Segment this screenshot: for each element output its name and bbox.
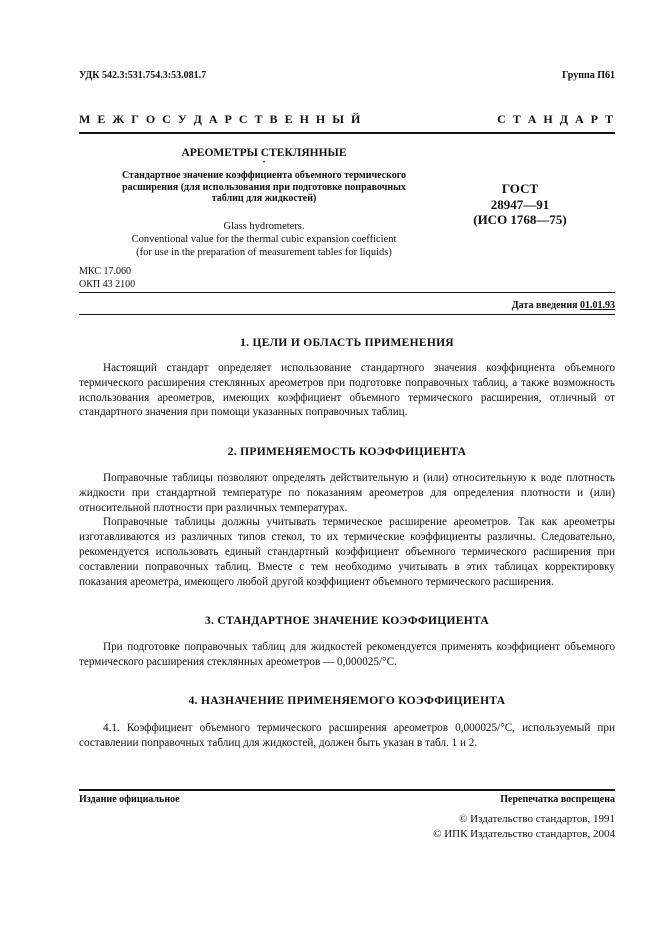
paragraph: Поправочные таблицы должны учитывать термическое расширение ареометров. Так как ареометры изготавливаются из различных типов стекол, то их термические коэффициенты различны. Следовательно, рекомендуется использовать единый стандартный коэффициент объемного термического расширения при составлении поправочных таблиц. Вместе с тем необходимо учитывать в этих таблицах корректировку показания ареометра, имеющего любой другой коэффициент объемного термического расширения. — [79, 516, 615, 588]
paragraph: При подготовке поправочных таблиц для жидкостей рекомендуется применять коэффициент объемного термического расширения стеклянных ареометров — 0,000025/°С. — [79, 641, 615, 668]
section-4-title: 4. НАЗНАЧЕНИЕ ПРИМЕНЯЕМОГО КОЭФФИЦИЕНТА — [188, 695, 506, 707]
english-line: (for use in the preparation of measurement tables for liquids) — [136, 247, 392, 258]
reprint-prohibited: Перепечатка воспрещена — [500, 794, 615, 805]
footer-rule — [79, 789, 615, 791]
russian-subtitle — [79, 170, 449, 205]
copyright-line: © ИПК Издательство стандартов, 2004 — [433, 828, 615, 840]
section-2-body — [79, 471, 615, 589]
banner-rule — [79, 132, 615, 134]
paragraph: 4.1. Коэффициент объемного термического расширения ареометров 0,000025/°С, используемый при составлении поправочных таблиц для жидкостей, должен быть указан в табл. 1 и 2. — [79, 722, 615, 749]
official-edition: Издание официальное — [79, 794, 180, 805]
copyright-block — [433, 812, 615, 842]
section-3-body — [79, 640, 615, 670]
udk-code: УДК 542.3:531.754.3:53.081.7 — [79, 70, 207, 81]
intro-date-label: Дата введения — [511, 300, 578, 311]
section-1-title: 1. ЦЕЛИ И ОБЛАСТЬ ПРИМЕНЕНИЯ — [240, 337, 454, 349]
copyright-line: © Издательство стандартов, 1991 — [459, 813, 615, 825]
banner-left: М Е Ж Г О С У Д А Р С Т В Е Н Н Ы Й — [79, 112, 363, 126]
codes-rule — [79, 292, 615, 293]
intro-date-value: 01.01.93 — [580, 300, 615, 311]
document-title: АРЕОМЕТРЫ СТЕКЛЯННЫЕ — [181, 147, 347, 159]
subtitle-line: таблиц для жидкостей) — [211, 193, 317, 205]
english-line: Glass hydrometers. — [223, 221, 305, 232]
date-rule — [79, 314, 615, 315]
introduction-date — [512, 300, 615, 311]
english-title — [79, 220, 449, 259]
subtitle-line: расширения (для использования при подготовке поправочных — [122, 181, 406, 193]
gost-label: ГОСТ — [501, 181, 539, 196]
classification-codes — [79, 266, 135, 291]
paragraph: Поправочные таблицы позволяют определять действительную и (или) относительную к воде плотность жидкости при стандартной температуре по показаниям ареометров для определения плотности и (или) относительной плотности при различных температурах. — [79, 472, 615, 514]
section-2-title: 2. ПРИМЕНЯЕМОСТЬ КОЭФФИЦИЕНТА — [227, 446, 467, 458]
title-dot: · — [262, 157, 266, 168]
section-3-title: 3. СТАНДАРТНОЕ ЗНАЧЕНИЕ КОЭФФИЦИЕНТА — [204, 615, 490, 627]
okp-code: ОКП 43 2100 — [79, 278, 136, 290]
gost-number: 28947—91 — [490, 196, 550, 212]
gost-designation — [455, 181, 585, 228]
banner-right: С Т А Н Д А Р Т — [497, 112, 615, 126]
paragraph: Настоящий стандарт определяет использование стандартного значения коэффициента объемного термического расширения стеклянных ареометров при подготовке поправочных таблиц, а также возможность использования ареометров, имеющих коэффициент объемного термического расширения, отличный от стандартного значения при помощи указанных поправочных таблиц. — [79, 362, 615, 419]
group-code: Группа П61 — [562, 70, 615, 81]
iso-number: (ИСО 1768—75) — [473, 212, 567, 227]
subtitle-line: Стандартное значение коэффициента объемного термического — [121, 170, 407, 181]
section-1-body — [79, 361, 615, 420]
mks-code: МКС 17.060 — [79, 266, 131, 277]
section-4-body — [79, 721, 615, 751]
english-line: Conventional value for the thermal cubic expansion coefficient — [131, 234, 397, 245]
